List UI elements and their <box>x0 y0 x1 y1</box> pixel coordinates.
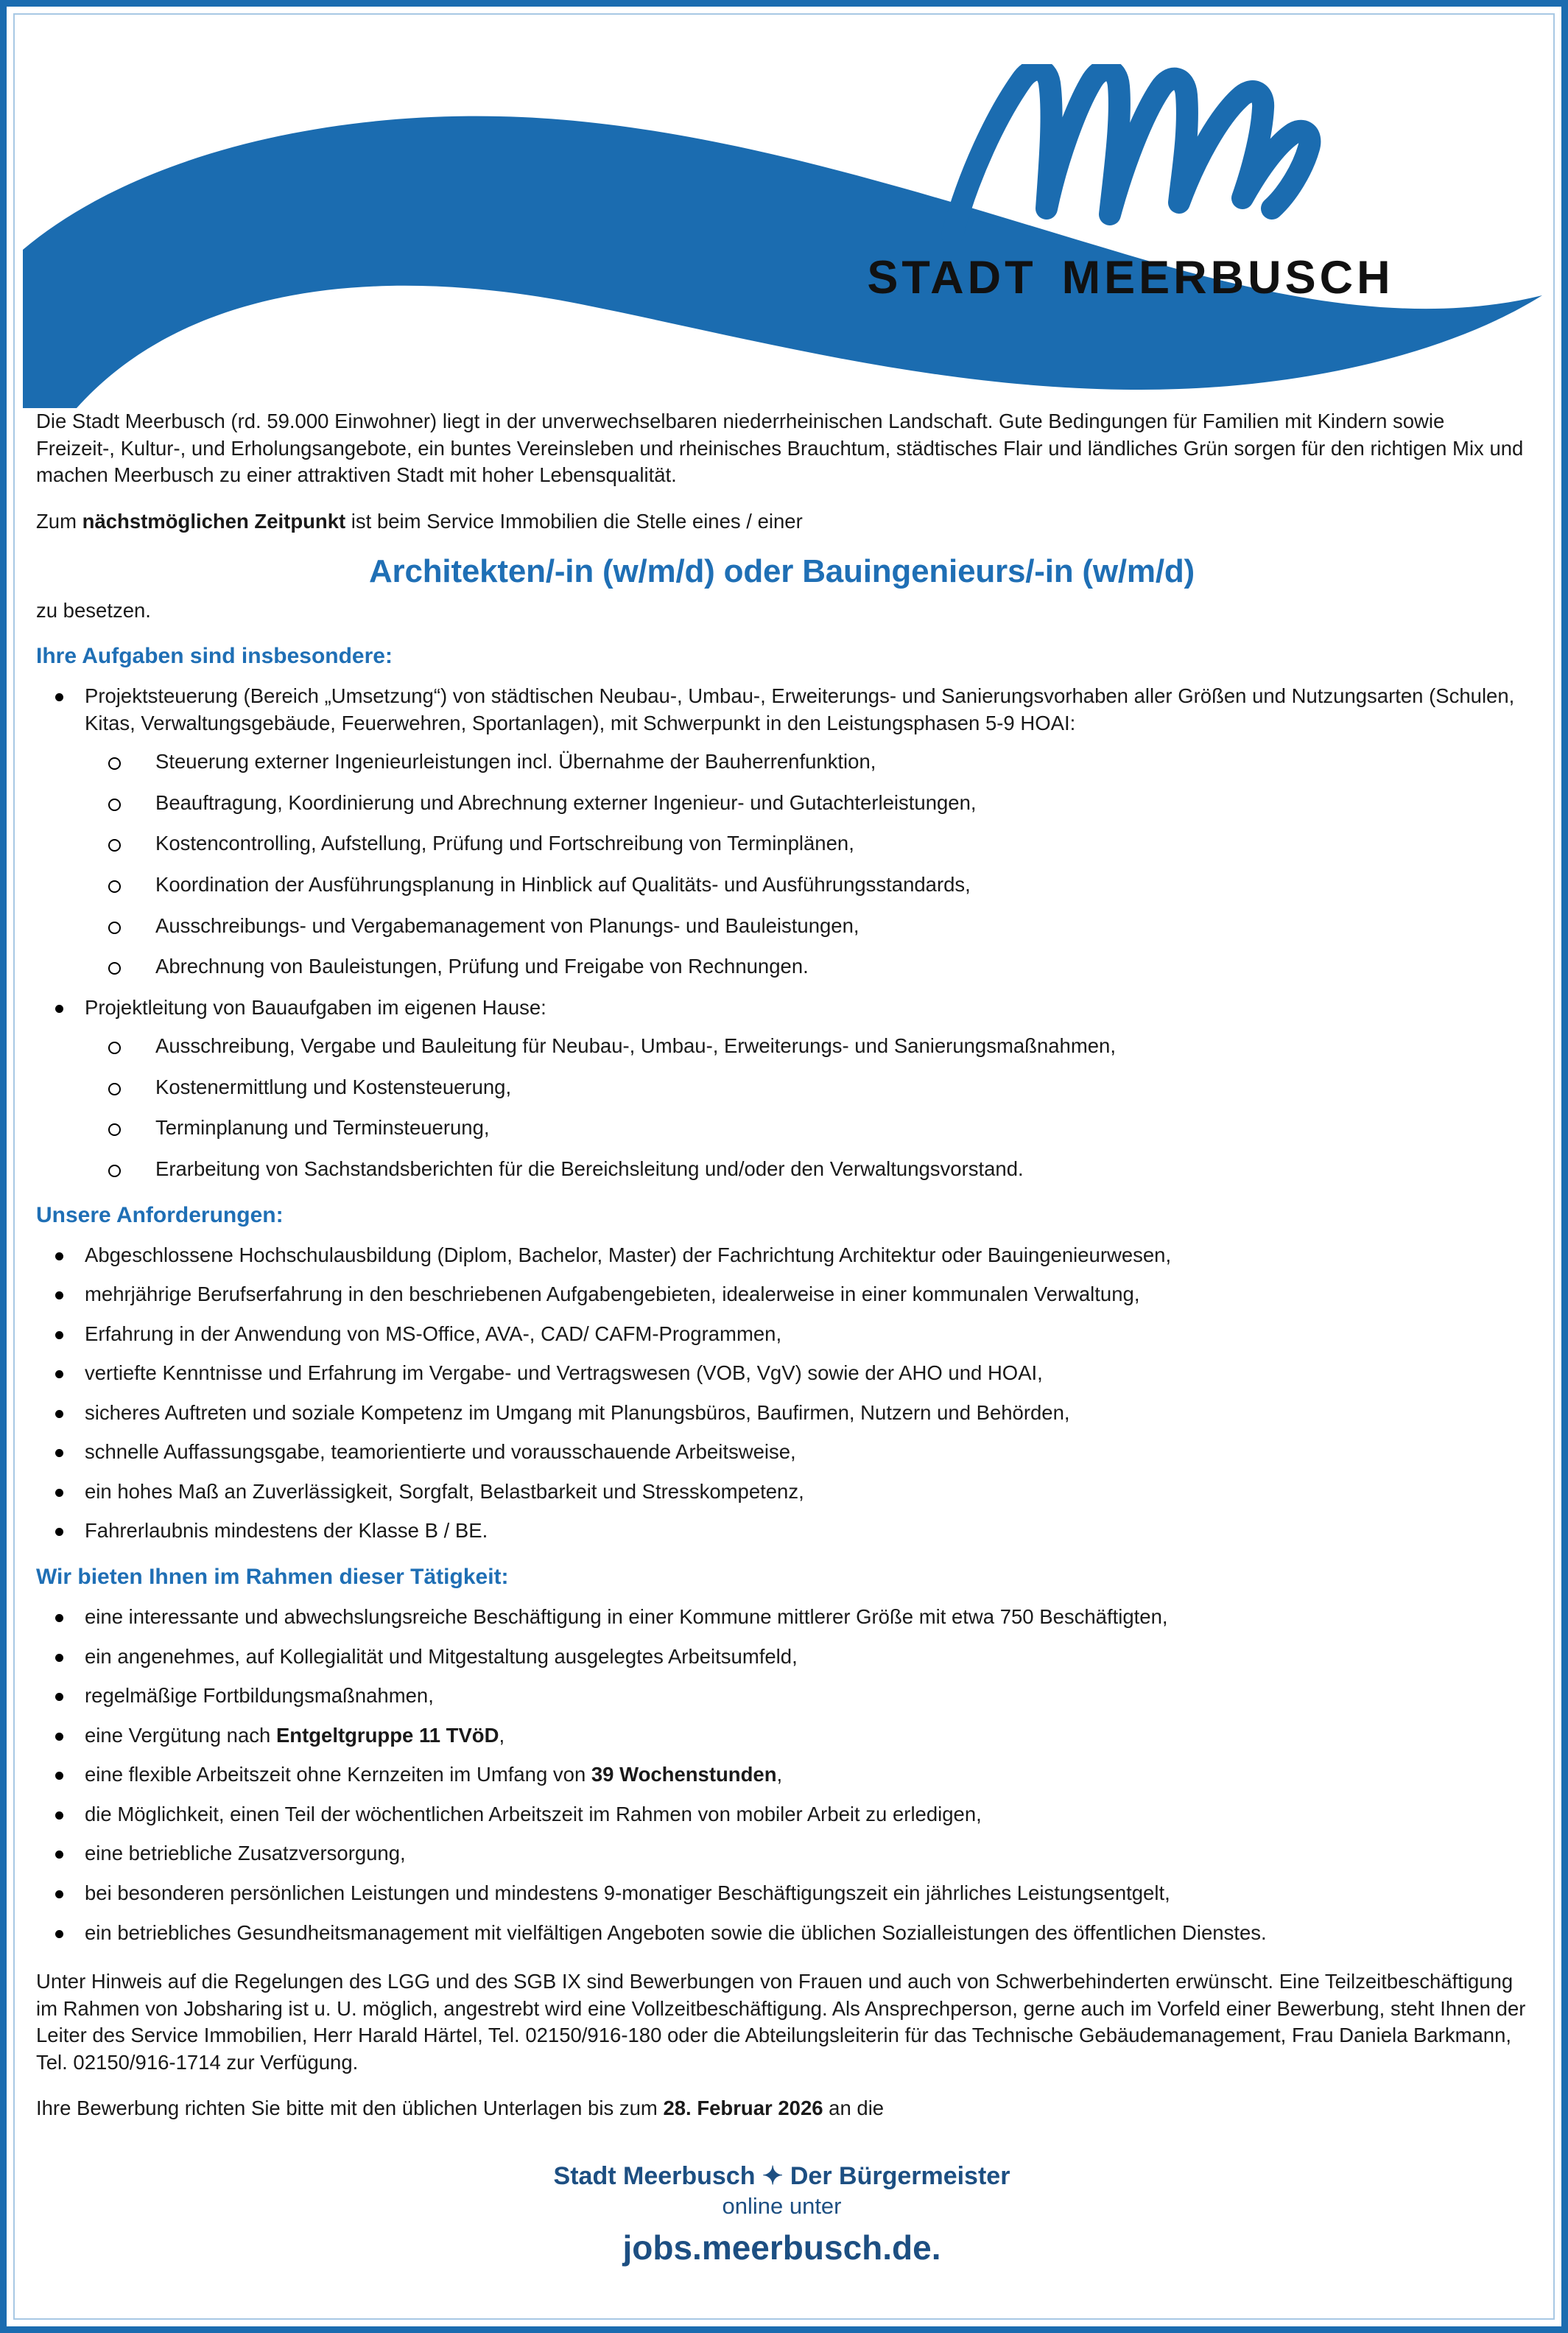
list-item <box>36 994 1527 1183</box>
application-instruction <box>36 2095 1527 2122</box>
task-text: Projektsteuerung (Bereich „Umsetzung“) von städtischen Neubau-, Umbau-, Erweiterungs- und Sanierungsvorhaben aller Größen und Nutzungsarten (Schulen, Kitas, Verwaltungsgebäude, Feuerwehren, Sportanlagen), mit Schwerpunkt in den Leistungsphasen 5-9 HOAI: <box>85 684 1515 734</box>
footer-jobs-url[interactable]: jobs.meerbusch.de. <box>622 2228 941 2267</box>
offer-post: , <box>499 1723 505 1747</box>
lead-suffix: ist beim Service Immobilien die Stelle eines / einer <box>345 509 803 533</box>
page-footer <box>36 2141 1527 2303</box>
equality-note: Unter Hinweis auf die Regelungen des LGG und des SGB IX sind Bewerbungen von Frauen und auch von Schwerbehinderten erwünscht. Eine Teilzeitbeschäftigung im Rahmen von Jobsharing ist u. U. möglich, angestrebt wird eine Vollzeitbeschäftigung. Als Ansprechperson, gerne auch im Vorfeld einer Bewerbung, steht Ihnen der Leiter des Service Immobilien, Herr Harald Härtel, Tel. 02150/916-180 oder die Abteilungsleiterin für das Technische Gebäudemanagement, Frau Daniela Barkmann, Tel. 02150/916-1714 zur Verfügung. <box>36 1970 1526 2074</box>
offer-text: ein angenehmes, auf Kollegialität und Mitgestaltung ausgelegtes Arbeitsumfeld, <box>85 1644 798 1668</box>
list-item <box>36 1920 1527 1947</box>
tasks-sublist <box>85 1033 1527 1182</box>
apply-prefix: Ihre Bewerbung richten Sie bitte mit den üblichen Unterlagen bis zum <box>36 2097 664 2120</box>
list-item <box>36 1643 1527 1671</box>
list-item <box>36 1801 1527 1828</box>
list-item <box>36 683 1527 980</box>
list-item: vertiefte Kenntnisse und Erfahrung im Vergabe- und Vertragswesen (VOB, VgV) sowie der AHO und HOAI, <box>36 1360 1527 1387</box>
offer-bold: Entgeltgruppe 11 TVöD <box>275 1723 499 1747</box>
list-item: Kostencontrolling, Aufstellung, Prüfung und Fortschreibung von Terminplänen, <box>85 830 1527 857</box>
page-title: Architekten/-in (w/m/d) oder Bauingenieurs/-in (w/m/d) <box>368 553 1195 590</box>
list-item <box>36 1840 1527 1867</box>
list-item <box>36 1604 1527 1631</box>
list-item: mehrjährige Berufserfahrung in den beschriebenen Aufgabengebieten, idealerweise in einer kommunalen Verwaltung, <box>36 1281 1527 1308</box>
logo-word-stadt: STADT <box>867 252 1037 304</box>
offer-post: , <box>776 1763 783 1786</box>
offer-text: eine Vergütung nach <box>85 1723 276 1747</box>
list-item: sicheres Auftreten und soziale Kompetenz im Umgang mit Planungsbüros, Baufirmen, Nutzern und Behörden, <box>36 1400 1527 1427</box>
closing-section <box>36 1968 1527 2122</box>
list-item <box>36 1683 1527 1710</box>
meerbusch-m-logo-icon <box>939 64 1322 241</box>
list-item: Terminplanung und Terminsteuerung, <box>85 1115 1527 1142</box>
offer-text: regelmäßige Fortbildungsmaßnahmen, <box>85 1684 434 1708</box>
lead-bold-term: nächstmöglichen Zeitpunkt <box>82 509 346 533</box>
footer-online-label: online unter <box>722 2193 842 2220</box>
offer-text: ein betriebliches Gesundheitsmanagement mit vielfältigen Angeboten sowie die üblichen Sozialleistungen des öffentlichen Dienstes. <box>85 1920 1267 1944</box>
city-logo <box>829 64 1432 304</box>
lead-sentence <box>36 508 1527 536</box>
list-item: schnelle Auffassungsgabe, teamorientierte und vorausschauende Arbeitsweise, <box>36 1439 1527 1466</box>
lead-prefix: Zum <box>36 509 82 533</box>
requirements-list <box>36 1242 1527 1546</box>
list-item <box>36 1880 1527 1907</box>
list-item <box>36 1761 1527 1789</box>
list-item: Abgeschlossene Hochschulausbildung (Diplom, Bachelor, Master) der Fachrichtung Architektur oder Bauingenieurwesen, <box>36 1242 1527 1269</box>
offer-list <box>36 1604 1527 1946</box>
list-item: Ausschreibungs- und Vergabemanagement von Planungs- und Bauleistungen, <box>85 913 1527 940</box>
list-item: Abrechnung von Bauleistungen, Prüfung und Freigabe von Rechnungen. <box>85 953 1527 980</box>
offer-text: bei besonderen persönlichen Leistungen und mindestens 9-monatiger Beschäftigungszeit ein jährliches Leistungsentgelt, <box>85 1881 1170 1904</box>
list-item: Steuerung externer Ingenieurleistungen incl. Übernahme der Bauherrenfunktion, <box>85 748 1527 776</box>
list-item: ein hohes Maß an Zuverlässigkeit, Sorgfalt, Belastbarkeit und Stresskompetenz, <box>36 1478 1527 1506</box>
page-content <box>7 408 1561 2303</box>
list-item: Ausschreibung, Vergabe und Bauleitung für Neubau-, Umbau-, Erweiterungs- und Sanierungsmaßnahmen, <box>85 1033 1527 1060</box>
list-item: Erarbeitung von Sachstandsberichten für die Bereichsleitung und/oder den Verwaltungsvorstand. <box>85 1156 1527 1183</box>
list-item: Koordination der Ausführungsplanung in Hinblick auf Qualitäts- und Ausführungsstandards, <box>85 871 1527 899</box>
intro-paragraph: Die Stadt Meerbusch (rd. 59.000 Einwohner) liegt in der unverwechselbaren niederrheinischen Landschaft. Gute Bedingungen für Familien mit Kindern sowie Freizeit-, Kultur-, und Erholungsangebote, ein buntes Vereinsleben und rheinisches Brauchtum, städtisches Flair und ländliches Grün sorgen für den richtigen Mix und machen Meerbusch zu einer attraktiven Stadt mit hoher Lebensqualität. <box>36 410 1524 487</box>
application-deadline: 28. Februar 2026 <box>663 2097 823 2120</box>
list-item: Fahrerlaubnis mindestens der Klasse B / BE. <box>36 1518 1527 1545</box>
task-text: Projektleitung von Bauaufgaben im eigenen Hause: <box>85 995 546 1019</box>
section-heading-tasks: Ihre Aufgaben sind insbesondere: <box>36 644 393 669</box>
lead-end: zu besetzen. <box>36 598 151 622</box>
list-item: Erfahrung in der Anwendung von MS-Office, AVA-, CAD/ CAFM-Programmen, <box>36 1321 1527 1348</box>
section-heading-offer: Wir bieten Ihnen im Rahmen dieser Tätigkeit: <box>36 1565 509 1590</box>
list-item: Beauftragung, Koordinierung und Abrechnung externer Ingenieur- und Gutachterleistungen, <box>85 790 1527 817</box>
offer-text: eine betriebliche Zusatzversorgung, <box>85 1842 406 1865</box>
tasks-sublist <box>85 748 1527 980</box>
offer-text: eine flexible Arbeitszeit ohne Kernzeiten im Umfang von <box>85 1763 591 1786</box>
tasks-list <box>36 683 1527 1182</box>
section-heading-requirements: Unsere Anforderungen: <box>36 1202 284 1227</box>
offer-bold: 39 Wochenstunden <box>591 1763 777 1786</box>
list-item: Kostenermittlung und Kostensteuerung, <box>85 1074 1527 1101</box>
logo-word-meerbusch: MEERBUSCH <box>1061 252 1394 304</box>
logo-wordmark <box>829 251 1432 304</box>
page-header <box>7 7 1561 408</box>
footer-employer-line: Stadt Meerbusch ✦ Der Bürgermeister <box>553 2161 1010 2190</box>
offer-text: eine interessante und abwechslungsreiche Beschäftigung in einer Kommune mittlerer Größe mit etwa 750 Beschäftigten, <box>85 1605 1168 1629</box>
list-item <box>36 1722 1527 1750</box>
offer-text: die Möglichkeit, einen Teil der wöchentlichen Arbeitszeit im Rahmen von mobiler Arbeit zu erledigen, <box>85 1802 982 1825</box>
apply-suffix: an die <box>823 2097 885 2120</box>
